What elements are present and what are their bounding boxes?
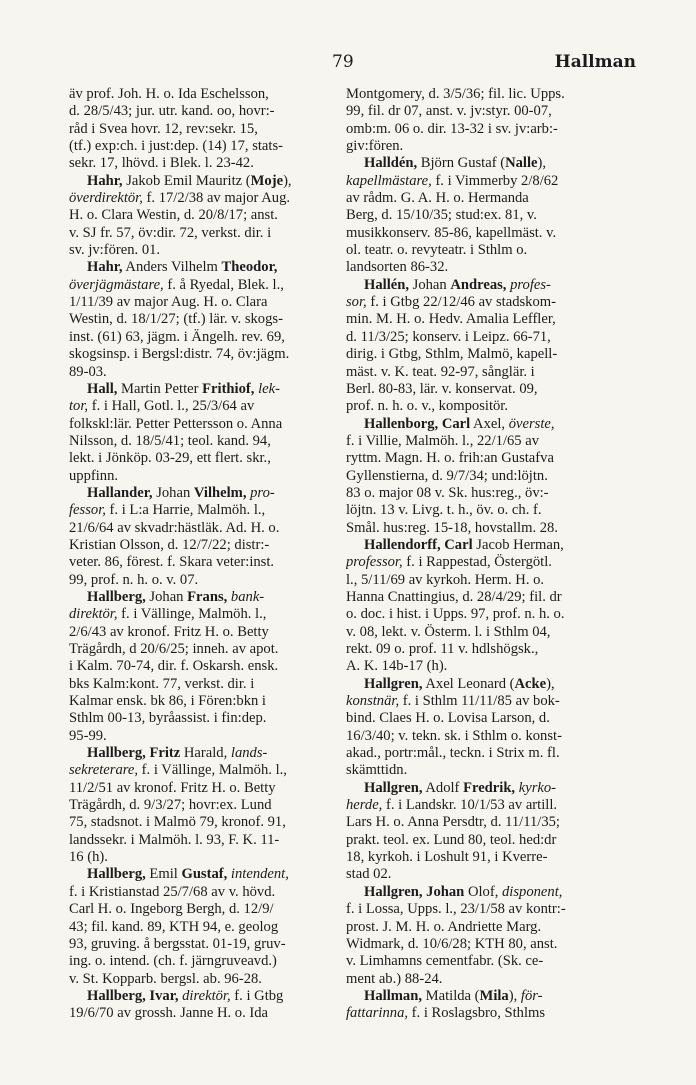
occupation: sekreterare, bbox=[69, 762, 139, 779]
entry-text: Johan bbox=[409, 276, 451, 293]
text-line bbox=[346, 190, 618, 207]
headword: Hallberg, bbox=[87, 745, 146, 762]
entry-text: Widmark, d. 10/6/28; KTH 80, anst. bbox=[346, 935, 558, 952]
entry-text: uppfinn. bbox=[69, 467, 119, 484]
text-line bbox=[69, 780, 341, 797]
occupation: kapellmästare, bbox=[346, 172, 432, 189]
entry-text: musikkonserv. 85-86, kapellmäst. v. bbox=[346, 224, 557, 241]
entry-text: Adolf bbox=[422, 779, 464, 796]
occupation: för- bbox=[520, 987, 543, 1004]
text-line bbox=[346, 554, 618, 571]
text-line bbox=[346, 919, 618, 936]
entry-text: av rådm. G. A. H. o. Hermanda bbox=[346, 190, 529, 207]
text-line bbox=[69, 745, 341, 762]
entry-text: f. 17/2/38 av major Aug. bbox=[142, 190, 291, 207]
headword: Acke bbox=[514, 675, 547, 692]
occupation: professor, bbox=[346, 554, 403, 571]
occupation: direktör, bbox=[178, 987, 231, 1004]
text-line bbox=[69, 207, 341, 224]
text-line bbox=[69, 398, 341, 415]
text-line bbox=[346, 710, 618, 727]
entry-text: Anders Vilhelm bbox=[122, 259, 222, 276]
entry-text: Berg, d. 15/10/35; stud:ex. 81, v. bbox=[346, 207, 537, 224]
entry-text: stad 02. bbox=[346, 866, 392, 883]
text-line bbox=[69, 953, 341, 970]
text-line bbox=[346, 676, 618, 693]
occupation: intendent, bbox=[227, 866, 289, 883]
text-line bbox=[69, 329, 341, 346]
entry-text: 43; fil. kand. 89, KTH 94, e. geolog bbox=[69, 918, 279, 935]
entry-text: akad., portr:mål., teckn. i Strix m. fl. bbox=[346, 745, 560, 762]
text-line bbox=[69, 433, 341, 450]
text-line bbox=[346, 242, 618, 259]
occupation: herde, bbox=[346, 797, 383, 814]
entry-text: (tf.) exp:ch. i just:dep. (14) 17, stats- bbox=[69, 138, 283, 155]
entry-text: f. i Roslagsbro, Sthlms bbox=[408, 1005, 546, 1022]
entry-text: 99, prof. n. h. o. v. 07. bbox=[69, 571, 199, 588]
headword: Hall, bbox=[87, 380, 118, 397]
entry-text: i Kalm. 70-74, dir. f. Oskarsh. ensk. bbox=[69, 658, 279, 675]
text-line bbox=[69, 225, 341, 242]
text-line bbox=[69, 1005, 341, 1022]
text-line bbox=[69, 624, 341, 641]
entry-text: f. i L:a Harrie, Malmöh. l., bbox=[105, 502, 266, 519]
text-line bbox=[346, 450, 618, 467]
entry-text: mäst. v. K. teat. 92-97, sånglär. i bbox=[346, 363, 535, 380]
entry-text: d. 11/3/25; konserv. i Leipz. 66-71, bbox=[346, 328, 551, 345]
text-line bbox=[69, 710, 341, 727]
entry-text: råd i Svea hovr. 12, rev:sekr. 15, bbox=[69, 120, 258, 137]
entry-text: 93, gruving. å bergsstat. 01-19, gruv- bbox=[69, 935, 286, 952]
text-line bbox=[69, 849, 341, 866]
entry-text: f. i Kristianstad 25/7/68 av v. hövd. bbox=[69, 883, 276, 900]
entry-text: ), bbox=[537, 155, 547, 172]
entry-text: Kalmar ensk. bk 86, i Fören:bkn i bbox=[69, 693, 266, 710]
entry-text: landssekr. i Malmöh. l. 93, F. K. 11- bbox=[69, 831, 280, 848]
text-line bbox=[69, 676, 341, 693]
text-line bbox=[69, 103, 341, 120]
headword: Hallgren, Johan bbox=[364, 883, 465, 900]
entry-text: Nilsson, d. 18/5/41; teol. kand. 94, bbox=[69, 432, 271, 449]
text-line bbox=[346, 520, 618, 537]
text-line bbox=[346, 572, 618, 589]
text-line bbox=[346, 485, 618, 502]
entry-text: inst. (61) 63, jägm. i Ängelh. rev. 69, bbox=[69, 328, 285, 345]
text-line bbox=[346, 381, 618, 398]
headword: Theodor, bbox=[221, 259, 278, 276]
text-line bbox=[69, 121, 341, 138]
text-line bbox=[69, 259, 341, 276]
text-line bbox=[69, 641, 341, 658]
entry-text: l., 5/11/69 av kyrkoh. Herm. H. o. bbox=[346, 571, 545, 588]
text-line bbox=[346, 745, 618, 762]
text-line bbox=[346, 780, 618, 797]
text-line bbox=[69, 971, 341, 988]
entry-text: 16/3/40; v. tekn. sk. i Sthlm o. konst- bbox=[346, 727, 562, 744]
entry-text: sv. jv:fören. 01. bbox=[69, 242, 161, 259]
occupation: bank- bbox=[227, 588, 265, 605]
headword: Hallander, bbox=[87, 484, 153, 501]
text-line bbox=[69, 86, 341, 103]
headword: Hallenborg, Carl bbox=[364, 415, 471, 432]
text-line bbox=[69, 416, 341, 433]
headword: Fredrik, bbox=[463, 779, 516, 796]
text-line bbox=[346, 624, 618, 641]
occupation: direktör, bbox=[69, 606, 118, 623]
headword: Hallgren, bbox=[364, 675, 423, 692]
entry-text: f. i Vimmerby 2/8/62 bbox=[431, 172, 559, 189]
headword: Frans, bbox=[187, 588, 228, 605]
text-line bbox=[69, 155, 341, 172]
entry-text: äv prof. Joh. H. o. Ida Eschelsson, bbox=[69, 86, 269, 102]
entry-text: Hanna Cnattingius, d. 28/4/29; fil. dr bbox=[346, 588, 562, 605]
entry-text: Axel, bbox=[470, 415, 509, 432]
entry-text: min. M. H. o. Hedv. Amalia Leffler, bbox=[346, 311, 556, 328]
text-line bbox=[346, 589, 618, 606]
occupation: lands- bbox=[230, 745, 268, 762]
text-line bbox=[346, 866, 618, 883]
entry-text: ing. o. intend. (ch. f. järngruveavd.) bbox=[69, 953, 277, 970]
headword: Fritz bbox=[149, 745, 181, 762]
left-column bbox=[69, 86, 341, 1023]
occupation: lek- bbox=[254, 380, 280, 397]
occupation: överjägmästare, bbox=[69, 276, 164, 293]
text-line bbox=[346, 103, 618, 120]
text-line bbox=[69, 450, 341, 467]
entry-text: Montgomery, d. 3/5/36; fil. lic. Upps. bbox=[346, 86, 565, 102]
text-line bbox=[346, 155, 618, 172]
headword: Hallendorff, Carl bbox=[364, 536, 473, 553]
entry-text: 99, fil. dr 07, anst. v. jv:styr. 00-07, bbox=[346, 103, 552, 120]
text-line bbox=[69, 242, 341, 259]
entry-text: ), bbox=[283, 172, 292, 189]
entry-text: o. doc. i hist. i Upps. 97, prof. n. h. o. bbox=[346, 606, 565, 623]
text-line bbox=[346, 225, 618, 242]
text-line bbox=[69, 502, 341, 519]
text-line bbox=[69, 138, 341, 155]
headword: Nalle bbox=[505, 155, 538, 172]
text-line bbox=[69, 814, 341, 831]
occupation: fattarinna, bbox=[346, 1005, 409, 1022]
headword: Andreas, bbox=[450, 276, 507, 293]
text-line bbox=[346, 814, 618, 831]
headword: Hallén, bbox=[364, 276, 409, 293]
entry-text: dirig. i Gtbg, Sthlm, Malmö, kapell- bbox=[346, 346, 558, 363]
text-line bbox=[346, 138, 618, 155]
entry-text: omb:m. 06 o. dir. 13-32 i sv. jv:arb:- bbox=[346, 120, 558, 137]
text-line bbox=[346, 398, 618, 415]
text-line bbox=[69, 988, 341, 1005]
occupation: sor, bbox=[346, 294, 367, 311]
occupation: profes- bbox=[506, 276, 551, 293]
entry-text: prost. J. M. H. o. Andriette Marg. bbox=[346, 918, 542, 935]
entry-text: skogsinsp. i Bergsl:distr. 74, öv:jägm. bbox=[69, 346, 290, 363]
text-line bbox=[346, 207, 618, 224]
entry-text: bks Kalm:kont. 77, verkst. dir. i bbox=[69, 675, 255, 692]
text-line bbox=[346, 86, 618, 103]
page-number: 79 bbox=[332, 52, 354, 72]
entry-text: f. i Vällinge, Malmöh. l., bbox=[117, 606, 267, 623]
entry-text: Martin Petter bbox=[117, 380, 203, 397]
text-line bbox=[346, 259, 618, 276]
entry-text: f. i Landskr. 10/1/53 av artill. bbox=[382, 797, 558, 814]
text-line bbox=[346, 346, 618, 363]
occupation: kyrko- bbox=[515, 779, 557, 796]
text-line bbox=[346, 468, 618, 485]
entry-text: ), bbox=[546, 675, 555, 692]
entry-text: bind. Claes H. o. Lovisa Larson, d. bbox=[346, 710, 550, 727]
text-line bbox=[69, 936, 341, 953]
entry-text: 11/2/51 av kronof. Fritz H. o. Betty bbox=[69, 779, 276, 796]
entry-text: prof. n. h. o. v., kompositör. bbox=[346, 398, 509, 415]
text-line bbox=[346, 641, 618, 658]
headword: Hallgren, bbox=[364, 779, 423, 796]
entry-text: ), bbox=[508, 987, 521, 1004]
text-line bbox=[346, 884, 618, 901]
entry-text: 83 o. major 08 v. Sk. hus:reg., öv:- bbox=[346, 484, 549, 501]
text-line bbox=[69, 572, 341, 589]
right-column bbox=[346, 86, 618, 1023]
text-line bbox=[69, 346, 341, 363]
text-line bbox=[69, 190, 341, 207]
text-line bbox=[346, 502, 618, 519]
text-line bbox=[346, 658, 618, 675]
text-line bbox=[346, 1005, 618, 1022]
entry-text: prakt. teol. ex. Lund 80, teol. hed:dr bbox=[346, 831, 557, 848]
entry-text: giv:fören. bbox=[346, 138, 404, 155]
entry-text: d. 28/5/43; jur. utr. kand. oo, hovr:- bbox=[69, 103, 275, 120]
headword: Hahr, bbox=[87, 259, 123, 276]
headword: Gustaf, bbox=[181, 866, 228, 883]
entry-text: Emil bbox=[145, 866, 182, 883]
entry-text: f. i Sthlm 11/11/85 av bok- bbox=[399, 693, 560, 710]
entry-text: skämttidn. bbox=[346, 762, 408, 779]
entry-text: Jacob Herman, bbox=[472, 536, 564, 553]
text-line bbox=[69, 919, 341, 936]
entry-text: 95-99. bbox=[69, 727, 107, 744]
running-head: Hallman bbox=[554, 52, 636, 72]
text-line bbox=[346, 606, 618, 623]
text-line bbox=[69, 294, 341, 311]
entry-text: f. i Gtbg 22/12/46 av stadskom- bbox=[366, 294, 556, 311]
entry-text: v. 08, lekt. v. Österm. l. i Sthlm 04, bbox=[346, 623, 551, 640]
headword: Hahr, bbox=[87, 172, 123, 189]
text-line bbox=[69, 364, 341, 381]
entry-text: Johan bbox=[152, 484, 194, 501]
occupation: överste, bbox=[508, 415, 555, 432]
occupation: överdirektör, bbox=[69, 190, 143, 207]
headword: Hallberg, bbox=[87, 866, 146, 883]
text-line bbox=[69, 554, 341, 571]
text-line bbox=[69, 381, 341, 398]
entry-text: Jakob Emil Mauritz ( bbox=[122, 172, 251, 189]
text-line bbox=[346, 329, 618, 346]
text-line bbox=[346, 728, 618, 745]
entry-text: 89-03. bbox=[69, 363, 107, 380]
text-line bbox=[69, 884, 341, 901]
headword: Hallberg, bbox=[87, 588, 146, 605]
text-line bbox=[346, 849, 618, 866]
entry-text: f. i Lossa, Upps. l., 23/1/58 av kontr:- bbox=[346, 901, 566, 918]
entry-text: Harald, bbox=[180, 745, 231, 762]
headword: Frithiof, bbox=[202, 380, 255, 397]
entry-text: ryttm. Magn. H. o. frih:an Gustafva bbox=[346, 450, 554, 467]
entry-text: A. K. 14b-17 (h). bbox=[346, 658, 448, 675]
text-line bbox=[69, 537, 341, 554]
text-line bbox=[346, 797, 618, 814]
entry-text: v. St. Kopparb. bergsl. ab. 96-28. bbox=[69, 970, 262, 987]
entry-text: v. SJ fr. 57, öv:dir. 72, verkst. dir. i bbox=[69, 224, 272, 241]
entry-text: veter. 86, förest. f. Skara veter:inst. bbox=[69, 554, 275, 571]
headword: Mila bbox=[479, 987, 509, 1004]
entry-text: ol. teatr. o. revyteatr. i Sthlm o. bbox=[346, 242, 528, 259]
text-line bbox=[346, 121, 618, 138]
entry-text: Matilda ( bbox=[421, 987, 480, 1004]
text-line bbox=[69, 866, 341, 883]
text-line bbox=[346, 433, 618, 450]
entry-text: Berl. 80-83, lär. v. konservat. 09, bbox=[346, 380, 538, 397]
occupation: konstnär, bbox=[346, 693, 400, 710]
text-line bbox=[346, 832, 618, 849]
entry-text: Gyllenstierna, d. 9/7/34; und:löjtn. bbox=[346, 467, 548, 484]
entry-text: 75, stadsnot. i Malmö 79, kronof. 91, bbox=[69, 814, 286, 831]
entry-text: 1/11/39 av major Aug. H. o. Clara bbox=[69, 294, 268, 311]
headword: Vilhelm, bbox=[193, 484, 247, 501]
page-header bbox=[70, 52, 640, 78]
entry-text: v. Limhamns cementfabr. (Sk. ce- bbox=[346, 953, 544, 970]
entry-text: Kristian Olsson, d. 12/7/22; distr:- bbox=[69, 536, 270, 553]
text-line bbox=[346, 762, 618, 779]
text-line bbox=[69, 693, 341, 710]
entry-text: f. i Hall, Gotl. l., 25/3/64 av bbox=[88, 398, 255, 415]
occupation: pro- bbox=[246, 484, 275, 501]
text-line bbox=[69, 311, 341, 328]
entry-text: Olof, bbox=[464, 883, 502, 900]
headword: Moje bbox=[250, 172, 284, 189]
text-line bbox=[69, 762, 341, 779]
entry-text: Carl H. o. Ingeborg Bergh, d. 12/9/ bbox=[69, 901, 274, 918]
entry-text: Johan bbox=[145, 588, 188, 605]
text-line bbox=[69, 832, 341, 849]
entry-text: Björn Gustaf ( bbox=[417, 155, 506, 172]
text-line bbox=[346, 277, 618, 294]
text-line bbox=[69, 901, 341, 918]
entry-text: H. o. Clara Westin, d. 20/8/17; anst. bbox=[69, 207, 278, 224]
text-line bbox=[69, 658, 341, 675]
entry-text: rekt. 09 o. prof. 11 v. hdlshögsk., bbox=[346, 641, 539, 657]
entry-text: Trägårdh, d 20/6/25; inneh. av apot. bbox=[69, 641, 279, 657]
text-line bbox=[69, 606, 341, 623]
text-line bbox=[69, 485, 341, 502]
entry-text: ment ab.) 88-24. bbox=[346, 970, 443, 987]
text-line bbox=[69, 728, 341, 745]
entry-text: f. å Ryedal, Blek. l., bbox=[163, 276, 284, 293]
text-line bbox=[69, 589, 341, 606]
entry-text: 16 (h). bbox=[69, 849, 108, 866]
text-line bbox=[346, 971, 618, 988]
text-line bbox=[346, 173, 618, 190]
text-line bbox=[346, 416, 618, 433]
text-line bbox=[346, 537, 618, 554]
text-line bbox=[346, 364, 618, 381]
text-line bbox=[69, 797, 341, 814]
text-line bbox=[69, 277, 341, 294]
text-line bbox=[69, 468, 341, 485]
entry-text: Trägårdh, d. 9/3/27; hovr:ex. Lund bbox=[69, 797, 272, 814]
entry-text: löjtn. 13 v. Livg. t. h., öv. o. ch. f. bbox=[346, 502, 542, 519]
text-line bbox=[346, 693, 618, 710]
entry-text: sekr. 17, lhövd. i Blek. l. 23-42. bbox=[69, 155, 254, 172]
headword: Hallman, bbox=[364, 987, 422, 1004]
occupation: tor, bbox=[69, 398, 89, 415]
headword: Hallberg, Ivar, bbox=[87, 987, 179, 1004]
text-line bbox=[69, 520, 341, 537]
entry-text: Smål. hus:reg. 15-18, hovstallm. 28. bbox=[346, 519, 559, 536]
text-line bbox=[346, 953, 618, 970]
text-line bbox=[346, 936, 618, 953]
entry-text: f. i Gtbg bbox=[230, 987, 284, 1004]
entry-text: 18, kyrkoh. i Loshult 91, i Kverre- bbox=[346, 849, 548, 866]
entry-text: f. i Villie, Malmöh. l., 22/1/65 av bbox=[346, 432, 540, 449]
text-line bbox=[69, 173, 341, 190]
entry-text: f. i Vällinge, Malmöh. l., bbox=[138, 762, 287, 779]
entry-text: 19/6/70 av grossh. Janne H. o. Ida bbox=[69, 1005, 269, 1022]
entry-text: lekt. i Jönköp. 03-29, ett flert. skr., bbox=[69, 450, 271, 467]
entry-text: Lars H. o. Anna Persdtr, d. 11/11/35; bbox=[346, 814, 560, 831]
entry-text: Axel Leonard ( bbox=[422, 675, 515, 692]
entry-text: Westin, d. 18/1/27; (tf.) lär. v. skogs- bbox=[69, 311, 283, 328]
entry-text: landsorten 86-32. bbox=[346, 259, 449, 276]
entry-text: folkskl:lär. Petter Pettersson o. Anna bbox=[69, 415, 283, 432]
entry-text: 21/6/64 av skvadr:hästläk. Ad. H. o. bbox=[69, 519, 280, 536]
occupation: disponent, bbox=[502, 883, 563, 900]
entry-text: Sthlm 00-13, byråassist. i fin:dep. bbox=[69, 710, 267, 727]
headword: Halldén, bbox=[364, 155, 418, 172]
text-line bbox=[346, 901, 618, 918]
text-line bbox=[346, 294, 618, 311]
entry-text: 2/6/43 av kronof. Fritz H. o. Betty bbox=[69, 623, 269, 640]
occupation: fessor, bbox=[69, 502, 106, 519]
text-line bbox=[346, 988, 618, 1005]
text-line bbox=[346, 311, 618, 328]
entry-text: f. i Rappestad, Östergötl. bbox=[402, 554, 552, 571]
